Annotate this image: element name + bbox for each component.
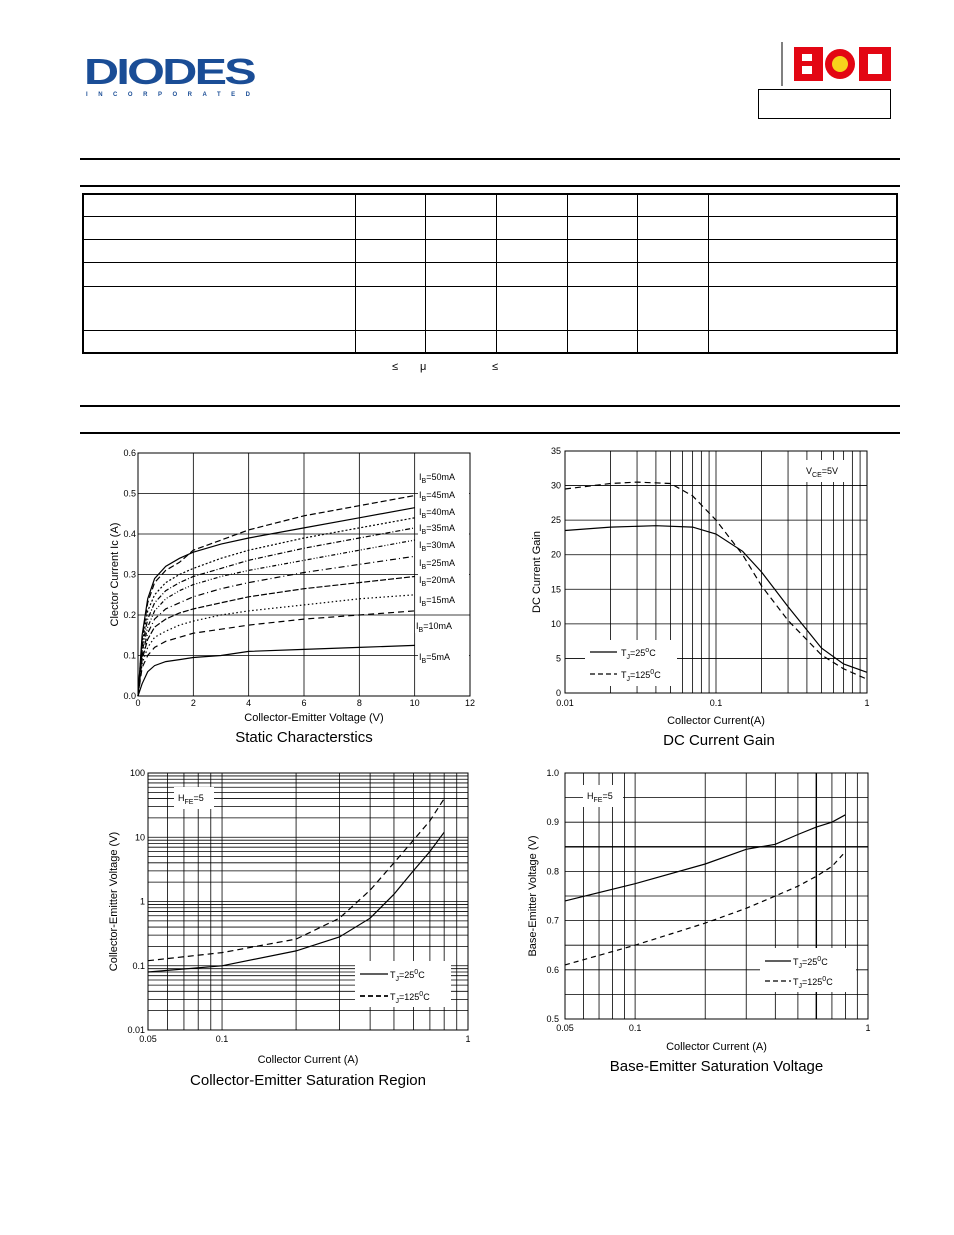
x-tick-label: 2 xyxy=(190,698,196,708)
x-axis-label: Collector Current (A) xyxy=(257,1054,359,1066)
x-tick-label: 4 xyxy=(246,698,252,708)
chart-title: Static Characterstics xyxy=(235,729,373,746)
y-tick-label: 0.8 xyxy=(546,866,559,877)
table-row xyxy=(83,240,897,263)
y-axis-label: DC Current Gain xyxy=(531,531,543,613)
section-rule-4 xyxy=(80,432,900,434)
x-tick-label: 1 xyxy=(865,1023,871,1033)
y-tick-label: 0.9 xyxy=(546,817,559,828)
y-tick-label: 0.4 xyxy=(123,529,136,539)
x-tick-label: 0.05 xyxy=(139,1034,157,1044)
x-tick-label: 1 xyxy=(465,1034,471,1044)
x-tick-label: 0.1 xyxy=(709,698,723,708)
x-axis-label: Collector Current (A) xyxy=(666,1041,767,1053)
x-tick-label: 0.1 xyxy=(215,1034,229,1044)
series-line xyxy=(138,556,415,696)
condition-label: $V_{CE}=5V$ xyxy=(806,466,839,479)
series-line xyxy=(138,518,415,696)
series-label: $I_B=20mA$ xyxy=(419,575,455,588)
series-line xyxy=(138,611,415,696)
x-tick-label: 0.1 xyxy=(628,1023,642,1033)
y-tick-label: 1.0 xyxy=(546,768,559,778)
series-label: $I_B=10mA$ xyxy=(416,621,452,634)
y-tick-label: 0 xyxy=(555,688,561,698)
chart-title: DC Current Gain xyxy=(663,732,775,749)
dc-current-gain-chart xyxy=(525,440,885,755)
legend-label: $T_J=125^0C$ xyxy=(621,669,661,683)
series-line xyxy=(138,645,415,696)
table-row xyxy=(83,263,897,287)
note-symbol: ≤ xyxy=(492,361,499,373)
condition-label: $H_{FE}=5$ xyxy=(178,793,204,806)
table-row xyxy=(83,217,897,240)
series-line xyxy=(138,595,415,696)
x-axis-label: Collector-Emitter Voltage (V) xyxy=(244,712,384,724)
y-tick-label: 0.6 xyxy=(123,448,136,458)
chart-title: Collector-Emitter Saturation Region xyxy=(190,1072,426,1089)
x-tick-label: 12 xyxy=(464,698,476,708)
series-label: $I_B=25mA$ xyxy=(419,558,455,571)
part-number-box xyxy=(758,89,891,119)
y-tick-label: 30 xyxy=(550,480,561,491)
y-tick-label: 35 xyxy=(550,446,561,456)
vbe-saturation-chart xyxy=(520,765,890,1080)
legend-label: $T_J=25^0C$ xyxy=(793,956,828,970)
y-tick-label: 0.6 xyxy=(546,964,559,975)
note-symbol: μ xyxy=(420,361,427,373)
y-tick-label: 10 xyxy=(550,618,561,629)
x-tick-label: 10 xyxy=(409,698,420,708)
x-tick-label: 6 xyxy=(301,698,307,708)
legend-label: $T_J=125^0C$ xyxy=(793,976,833,990)
y-tick-label: 10 xyxy=(134,832,145,843)
table-row xyxy=(83,287,897,330)
legend-label: $T_J=25^0C$ xyxy=(390,969,425,983)
table-row xyxy=(83,194,897,217)
condition-label: $H_{FE}=5$ xyxy=(587,791,613,804)
x-tick-label: 0.05 xyxy=(556,1023,574,1033)
series-label: $I_B=15mA$ xyxy=(419,595,455,608)
series-label: $I_B=40mA$ xyxy=(419,507,455,520)
series-line xyxy=(138,540,415,696)
y-tick-label: 0.01 xyxy=(127,1025,145,1035)
static-characteristics-chart xyxy=(100,440,490,755)
series-label: $I_B=50mA$ xyxy=(419,472,455,485)
y-tick-label: 0.0 xyxy=(123,691,136,701)
y-tick-label: 20 xyxy=(550,549,561,560)
x-tick-label: 0.01 xyxy=(556,698,574,708)
legend-label: $T_J=125^0C$ xyxy=(390,991,430,1005)
y-axis-label: Clector Current Ic (A) xyxy=(109,522,121,627)
legend-label: $T_J=25^oC$ xyxy=(621,647,656,661)
note-symbol: ≤ xyxy=(392,361,399,373)
y-tick-label: 0.2 xyxy=(123,610,136,620)
y-tick-label: 0.1 xyxy=(132,960,145,971)
series-line xyxy=(138,577,415,697)
diodes-logo-text: DIODES xyxy=(84,52,256,92)
diodes-logo-subtext: INCORPORATED xyxy=(86,92,250,98)
y-tick-label: 0.3 xyxy=(123,569,136,580)
x-axis-label: Collector Current(A) xyxy=(667,715,765,727)
y-tick-label: 0.1 xyxy=(123,650,136,661)
series-label: $I_B=45mA$ xyxy=(419,490,455,503)
bcd-logo xyxy=(780,42,895,86)
series-label: $I_B=5mA$ xyxy=(419,652,450,665)
series-line xyxy=(138,528,415,696)
electrical-characteristics-table xyxy=(82,193,898,354)
y-tick-label: 25 xyxy=(550,515,561,526)
section-rule-3 xyxy=(80,405,900,407)
y-tick-label: 15 xyxy=(550,584,561,595)
diodes-logo xyxy=(84,52,260,98)
x-tick-label: 1 xyxy=(864,698,870,708)
x-tick-label: 8 xyxy=(356,698,362,708)
y-axis-label: Base-Emitter Voltage (V) xyxy=(527,835,539,957)
series-label: $I_B=30mA$ xyxy=(419,540,455,553)
section-rule-2 xyxy=(80,185,900,187)
y-tick-label: 5 xyxy=(555,653,561,664)
y-tick-label: 0.5 xyxy=(123,488,136,499)
series-label: $I_B=35mA$ xyxy=(419,523,455,536)
vce-saturation-chart xyxy=(100,765,490,1095)
y-tick-label: 1 xyxy=(139,896,145,907)
y-tick-label: 0.7 xyxy=(546,915,559,926)
y-tick-label: 100 xyxy=(129,768,145,778)
section-rule-1 xyxy=(80,158,900,160)
y-axis-label: Collector-Emitter Voltage (V) xyxy=(108,831,120,972)
y-tick-label: 0.5 xyxy=(546,1014,559,1024)
x-tick-label: 0 xyxy=(135,698,141,708)
table-row xyxy=(83,330,897,353)
chart-title: Base-Emitter Saturation Voltage xyxy=(609,1058,824,1075)
